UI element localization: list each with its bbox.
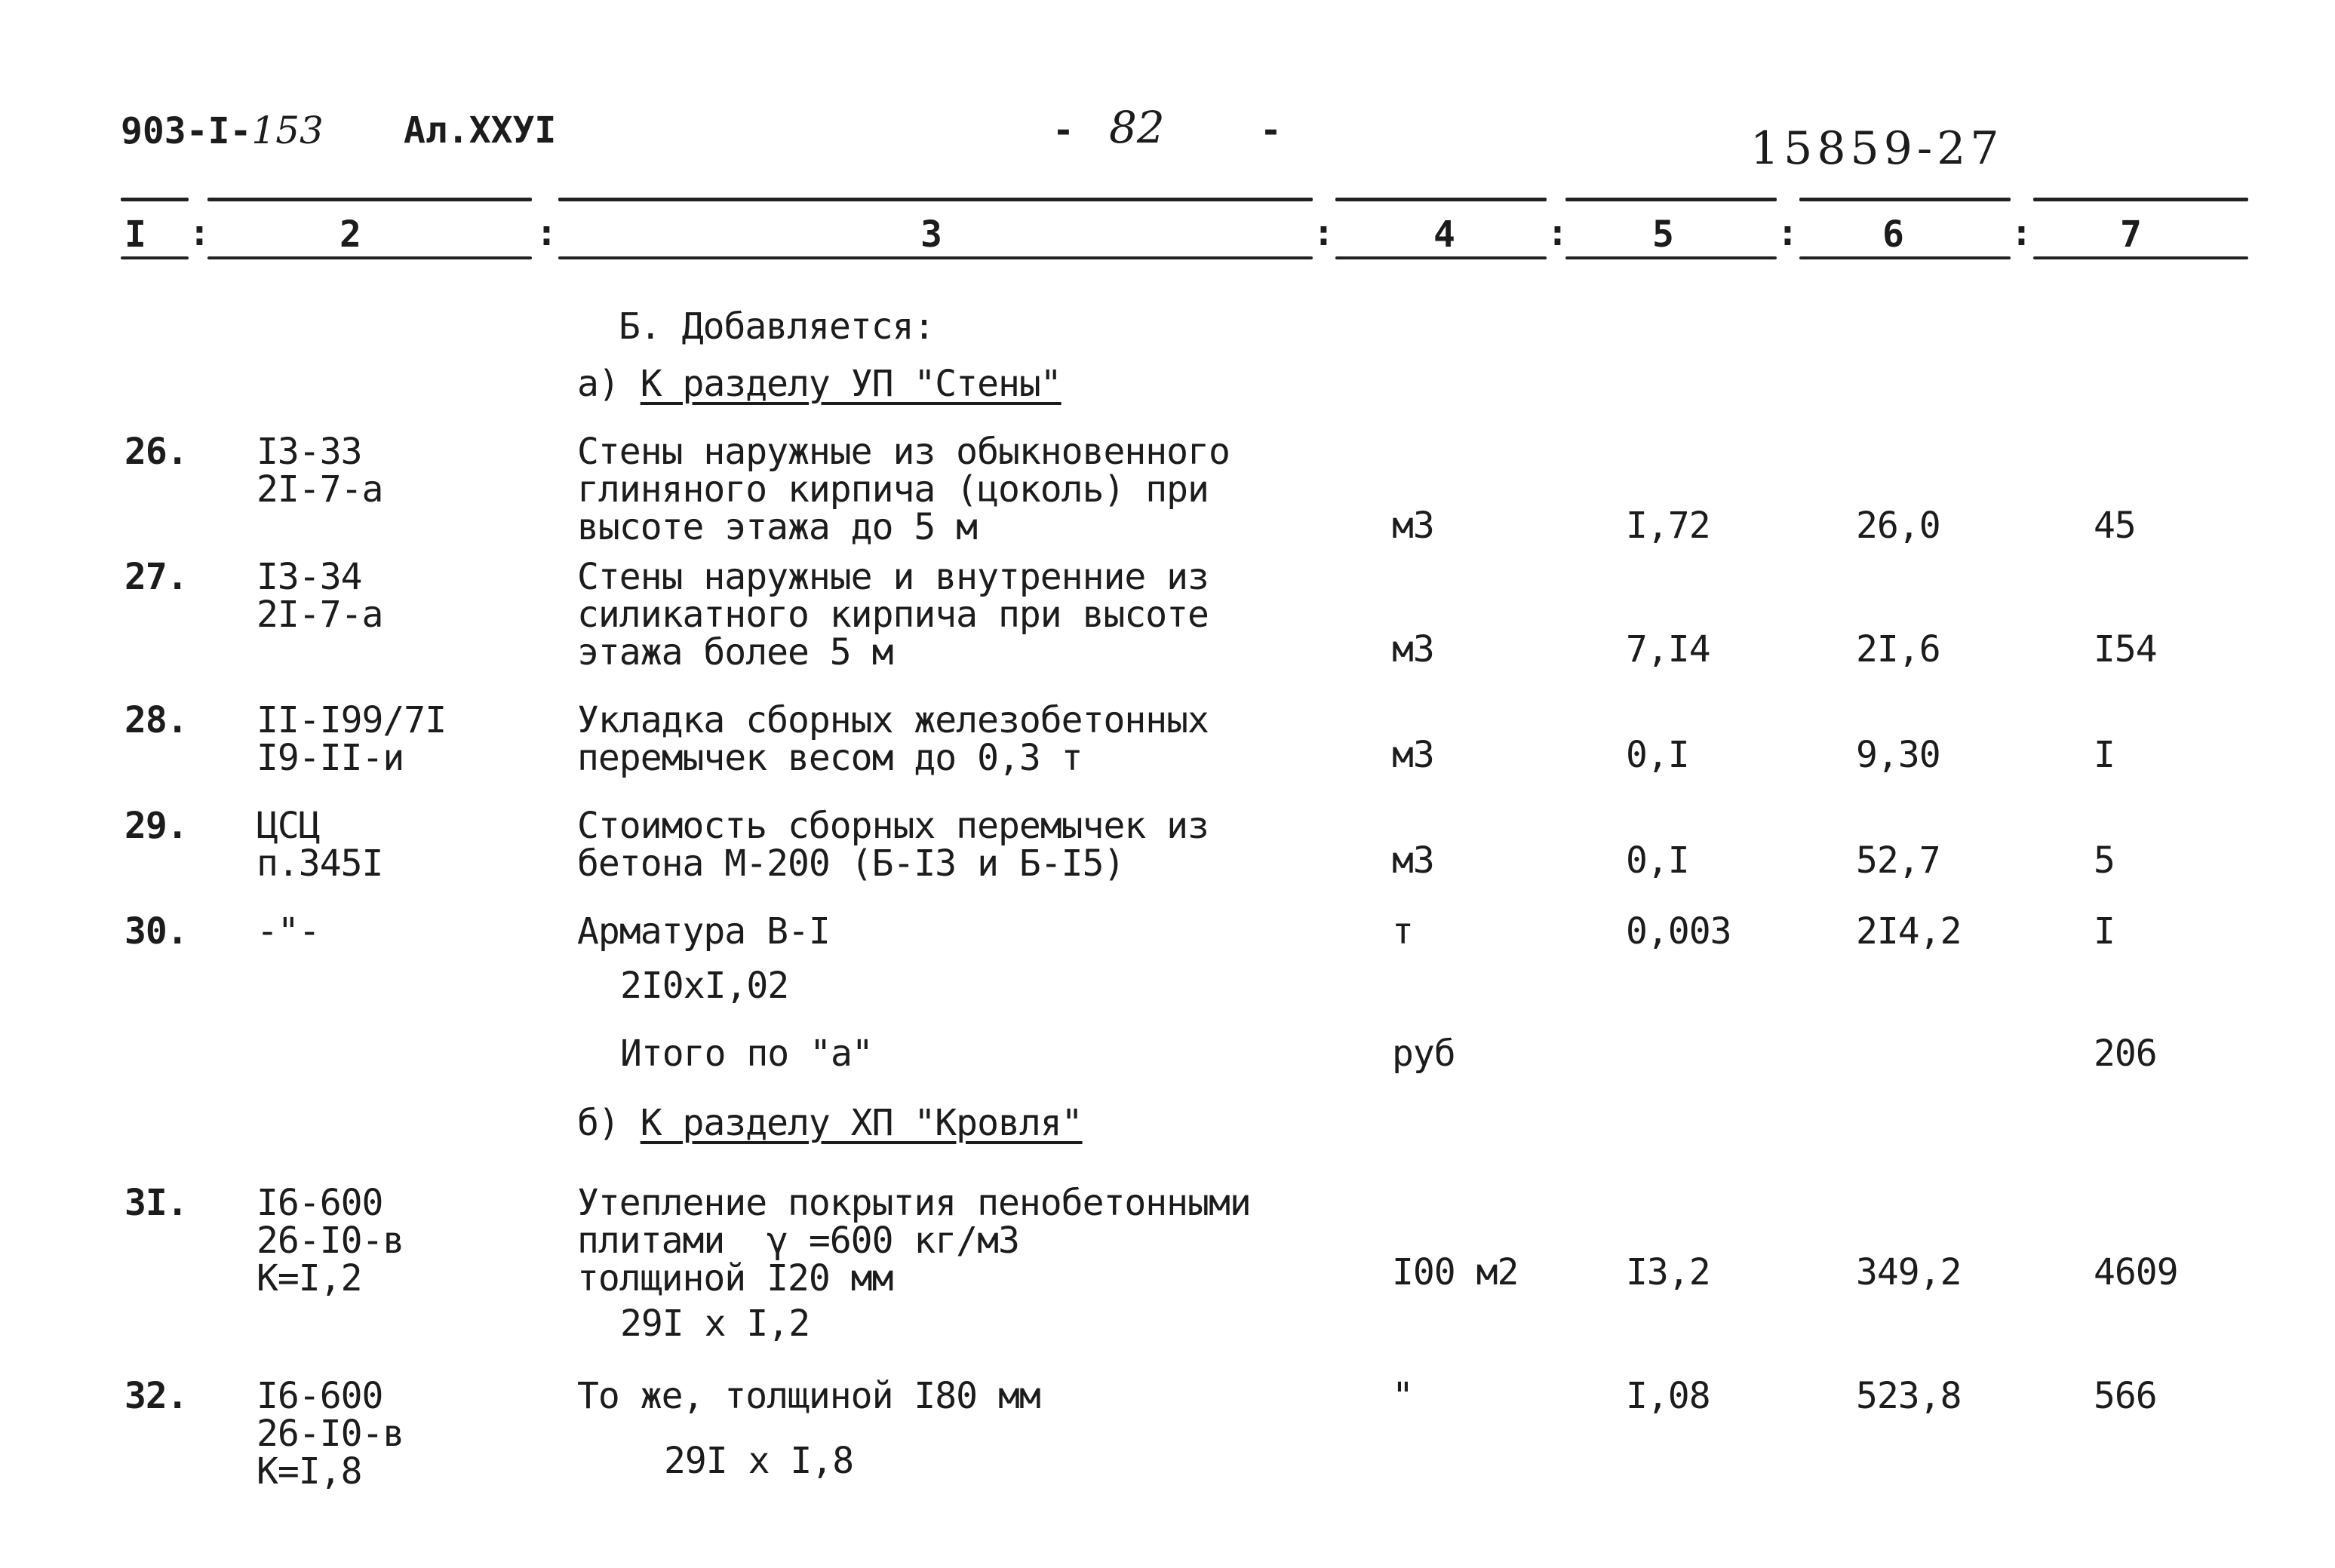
column-separator-1: :	[189, 212, 210, 254]
row-26-quantity: I,72	[1626, 505, 1710, 547]
section-b-subtitle: К разделу ХП "Кровля"	[640, 1102, 1083, 1144]
column-header-5: 5	[1652, 213, 1674, 256]
section-a-prefix: а)	[577, 363, 619, 405]
page-dash-left: -	[1052, 109, 1074, 152]
subtotal-a-total: 206	[2094, 1033, 2157, 1075]
column-header-6: 6	[1882, 213, 1904, 256]
row-29-quantity: 0,I	[1626, 839, 1689, 882]
row-26-unit: м3	[1392, 505, 1434, 547]
row-29-price: 52,7	[1856, 839, 1940, 882]
row-26-description: Стены наружные из обыкновенного глиняного кирпича (цоколь) при высоте этажа до 5 м	[577, 431, 1230, 548]
row-27-code: I3-34 2I-7-а	[257, 556, 383, 636]
top-rule-segment-1	[121, 198, 189, 201]
row-27-unit: м3	[1392, 628, 1434, 670]
row-28-number: 28.	[124, 699, 188, 741]
row-26-price: 26,0	[1856, 505, 1940, 547]
column-separator-4: :	[1547, 212, 1568, 254]
row-32-quantity: I,08	[1626, 1375, 1710, 1417]
row-26-number: 26.	[124, 431, 188, 473]
section-a-title: К разделу УП "Стены"	[640, 363, 1062, 405]
column-header-2: 2	[339, 213, 361, 256]
row-27-total: I54	[2094, 628, 2157, 670]
row-28-description: Укладка сборных железобетонных перемычек весом до 0,3 т	[577, 699, 1209, 779]
row-27-number: 27.	[124, 556, 188, 598]
section-b-heading	[577, 1104, 1083, 1142]
column-separator-3: :	[1313, 212, 1335, 254]
row-31-description: Утепление покрытия пенобетонными плитами γ =600 кг/м3 толщиной I20 мм	[577, 1182, 1251, 1300]
document-code-printed: 903-I-	[121, 110, 252, 152]
row-30-price: 2I4,2	[1856, 910, 1962, 953]
header-rule-segment-1	[121, 256, 189, 259]
top-rule-segment-2	[207, 198, 532, 201]
row-31-calculation: 29I х I,2	[620, 1303, 810, 1345]
row-30-code: -"-	[257, 910, 320, 953]
row-29-total: 5	[2094, 839, 2115, 882]
row-28-unit: м3	[1392, 734, 1434, 776]
row-30-quantity: 0,003	[1626, 910, 1731, 953]
row-31-quantity: I3,2	[1626, 1251, 1710, 1293]
row-31-code: I6-600 26-I0-в К=I,2	[257, 1182, 404, 1300]
header-rule-segment-7	[2033, 256, 2248, 259]
row-30-unit: т	[1392, 910, 1413, 953]
section-b-prefix: б)	[577, 1102, 619, 1144]
page-number: 82	[1109, 102, 1165, 153]
header-rule-segment-2	[207, 256, 532, 259]
subtotal-a-label: Итого по "а"	[620, 1033, 873, 1075]
row-32-number: 32.	[124, 1375, 188, 1417]
row-32-unit: "	[1392, 1375, 1413, 1417]
row-29-description: Стоимость сборных перемычек из бетона М-200 (Б-I3 и Б-I5)	[577, 805, 1209, 885]
row-27-quantity: 7,I4	[1626, 628, 1710, 670]
row-28-total: I	[2094, 734, 2115, 776]
row-31-number: 3I.	[124, 1182, 188, 1224]
row-27-description: Стены наружные и внутренние из силикатного кирпича при высоте этажа более 5 м	[577, 556, 1209, 674]
row-31-price: 349,2	[1856, 1251, 1962, 1293]
section-a-heading	[577, 365, 1062, 403]
row-32-total: 566	[2094, 1375, 2157, 1417]
row-30-calculation: 2I0хI,02	[620, 965, 789, 1007]
row-29-unit: м3	[1392, 839, 1434, 882]
page-dash-right: -	[1260, 109, 1282, 152]
top-rule-segment-6	[1799, 198, 2011, 201]
column-header-1: I	[124, 213, 146, 256]
subtotal-a-unit: руб	[1392, 1033, 1455, 1075]
row-30-description: Арматура В-I	[577, 910, 830, 953]
row-31-unit: I00 м2	[1392, 1251, 1519, 1293]
row-26-code: I3-33 2I-7-а	[257, 431, 383, 511]
row-30-total: I	[2094, 910, 2115, 953]
row-32-code: I6-600 26-I0-в К=I,8	[257, 1375, 404, 1493]
header-rule-segment-5	[1565, 256, 1777, 259]
column-header-7: 7	[2120, 213, 2142, 256]
row-32-calculation: 29I х I,8	[664, 1440, 854, 1482]
column-header-3: 3	[920, 213, 942, 256]
section-b-title: Б. Добавляется:	[619, 305, 935, 348]
row-29-code: ЦСЦ п.345I	[257, 805, 383, 885]
header-rule-segment-3	[558, 256, 1313, 259]
column-separator-5: :	[1777, 212, 1799, 254]
header-rule-segment-6	[1799, 256, 2011, 259]
row-28-price: 9,30	[1856, 734, 1940, 776]
column-separator-6: :	[2011, 212, 2032, 254]
column-separator-2: :	[536, 212, 558, 254]
row-27-price: 2I,6	[1856, 628, 1940, 670]
row-28-code: II-I99/7I I9-II-и	[257, 699, 447, 779]
row-29-number: 29.	[124, 805, 188, 847]
row-28-quantity: 0,I	[1626, 734, 1689, 776]
album-label: Ал.XXУI	[404, 109, 557, 152]
top-rule-segment-3	[558, 198, 1313, 201]
document-code-handwritten: 153	[251, 109, 324, 152]
row-31-total: 4609	[2094, 1251, 2178, 1293]
top-rule-segment-4	[1335, 198, 1547, 201]
column-header-4: 4	[1433, 213, 1455, 256]
stamp-number: 15859-27	[1750, 122, 2004, 175]
row-26-total: 45	[2094, 505, 2136, 547]
top-rule-segment-5	[1565, 198, 1777, 201]
document-code	[121, 109, 324, 152]
top-rule-segment-7	[2033, 198, 2248, 201]
header-rule-segment-4	[1335, 256, 1547, 259]
row-32-description: То же, толщиной I80 мм	[577, 1375, 1040, 1417]
row-30-number: 30.	[124, 910, 188, 953]
row-32-price: 523,8	[1856, 1375, 1962, 1417]
